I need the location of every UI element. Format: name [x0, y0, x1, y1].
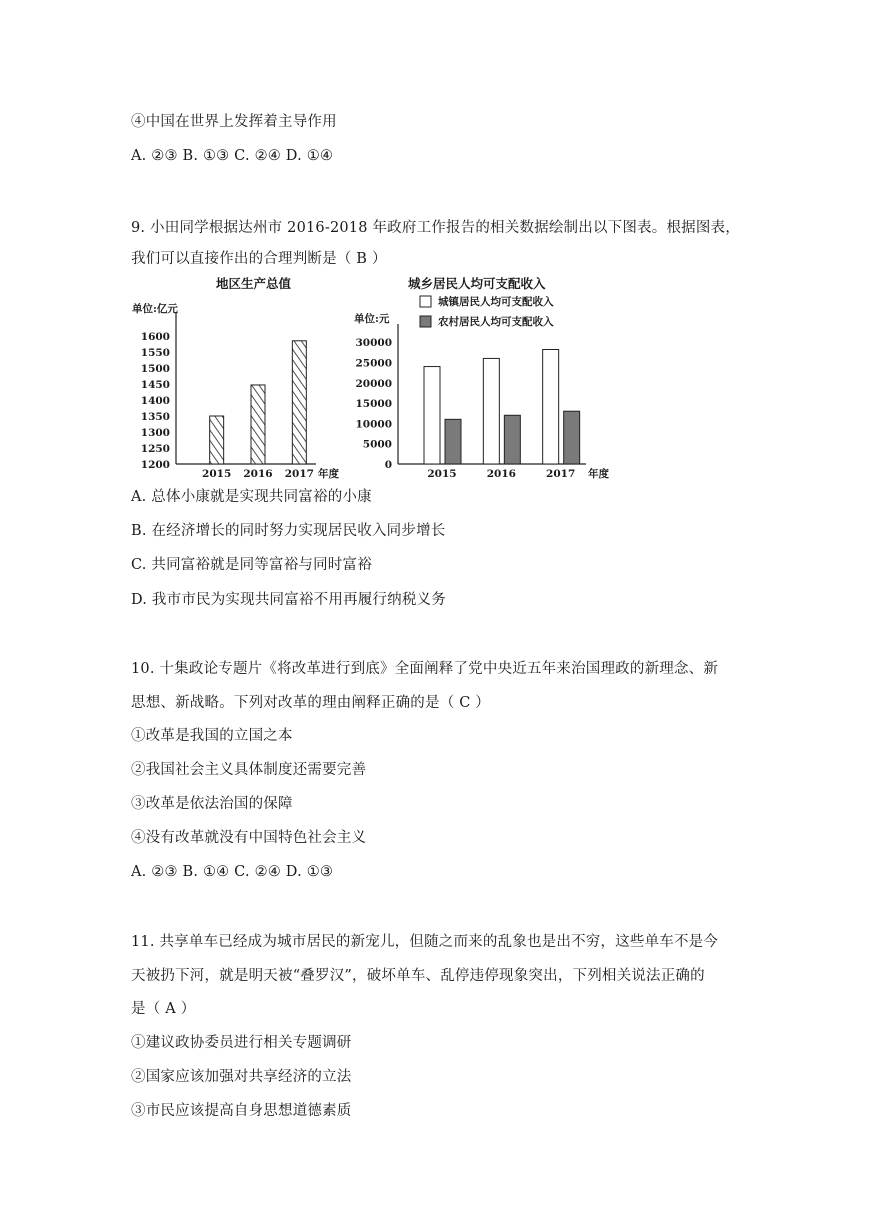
x-axis-label: 年度 — [588, 468, 609, 480]
y-tick-label: 1550 — [140, 347, 170, 359]
y-tick-label: 15000 — [355, 398, 392, 411]
y-tick-label: 1350 — [140, 411, 170, 423]
bar-2017-series-0 — [543, 349, 559, 464]
legend-label: 城镇居民人均可支配收入 — [438, 296, 554, 308]
y-tick-label: 1300 — [140, 427, 170, 439]
y-tick-label: 0 — [384, 459, 392, 471]
chart-title: 城乡居民人均可支配收入 — [408, 276, 546, 291]
y-tick-label: 1450 — [140, 379, 170, 391]
q9-option-b: B. 在经济增长的同时努力实现居民收入同步增长 — [131, 523, 446, 539]
x-tick-label: 2015 — [427, 468, 457, 480]
q9-option-c: C. 共同富裕就是同等富裕与同时富裕 — [131, 557, 372, 573]
y-tick-label: 1200 — [140, 459, 170, 471]
x-tick-label: 2015 — [202, 468, 232, 480]
bar-2015-series-0 — [424, 367, 440, 464]
legend-swatch — [420, 296, 431, 307]
q11-stem-line-3: 是（ A ） — [131, 1001, 196, 1017]
q9-option-a: A. 总体小康就是实现共同富裕的小康 — [131, 489, 372, 505]
q10-option-1: ①改革是我国的立国之本 — [131, 728, 293, 744]
bar-2017-series-1 — [564, 411, 580, 464]
bar-2016 — [251, 385, 265, 464]
bar-2016-series-0 — [483, 358, 499, 464]
income-bar-chart — [350, 272, 620, 484]
q11-stem-line-2: 天被扔下河，就是明天被“叠罗汉”，破坏单车、乱停违停现象突出，下列相关说法正确的 — [131, 968, 705, 984]
y-axis-label: 单位:元 — [354, 313, 390, 325]
q9-stem-line-2: 我们可以直接作出的合理判断是（ B ） — [131, 251, 387, 267]
y-tick-label: 10000 — [355, 418, 392, 431]
bar-2015-series-1 — [445, 419, 461, 464]
chart-title: 地区生产总值 — [216, 276, 292, 291]
y-tick-label: 25000 — [355, 357, 392, 370]
q11-option-3: ③市民应该提高自身思想道德素质 — [131, 1103, 352, 1119]
gdp-bar-chart — [128, 272, 343, 484]
q10-stem-line-2: 思想、新战略。下列对改革的理由阐释正确的是（ C ） — [131, 695, 491, 711]
y-tick-label: 1600 — [140, 331, 170, 343]
y-tick-label: 1250 — [140, 443, 170, 455]
x-tick-label: 2017 — [284, 468, 314, 480]
q10-option-2: ②我国社会主义具体制度还需要完善 — [131, 762, 367, 778]
y-tick-label: 30000 — [355, 337, 392, 350]
bar-2015 — [210, 416, 224, 464]
q8-option-4: ④中国在世界上发挥着主导作用 — [131, 114, 337, 130]
q9-stem-line-1: 9. 小田同学根据达州市 2016-2018 年政府工作报告的相关数据绘制出以下图表。根据图表， — [131, 220, 740, 236]
q10-answer-choices: A. ②③ B. ①④ C. ②④ D. ①③ — [131, 864, 334, 880]
y-tick-label: 1400 — [140, 395, 170, 407]
y-tick-label: 5000 — [362, 438, 392, 451]
q10-option-3: ③改革是依法治国的保障 — [131, 796, 293, 812]
y-tick-label: 20000 — [355, 377, 392, 390]
q11-option-2: ②国家应该加强对共享经济的立法 — [131, 1069, 352, 1085]
q11-option-1: ①建议政协委员进行相关专题调研 — [131, 1035, 352, 1051]
legend-swatch — [420, 316, 431, 327]
legend-label: 农村居民人均可支配收入 — [438, 316, 554, 328]
bar-2017 — [292, 341, 306, 464]
x-tick-label: 2016 — [486, 468, 516, 480]
bar-2016-series-1 — [504, 415, 520, 464]
q9-option-d: D. 我市市民为实现共同富裕不用再履行纳税义务 — [131, 592, 446, 608]
q10-stem-line-1: 10. 十集政论专题片《将改革进行到底》全面阐释了党中央近五年来治国理政的新理念、新 — [131, 661, 719, 677]
x-axis-label: 年度 — [318, 468, 339, 480]
y-tick-label: 1500 — [140, 363, 170, 375]
q10-option-4: ④没有改革就没有中国特色社会主义 — [131, 830, 367, 846]
q11-stem-line-1: 11. 共享单车已经成为城市居民的新宠儿，但随之而来的乱象也是出不穷，这些单车不是今 — [131, 934, 719, 950]
x-tick-label: 2016 — [243, 468, 273, 480]
y-axis-label: 单位:亿元 — [132, 303, 178, 315]
q8-answer-choices: A. ②③ B. ①③ C. ②④ D. ①④ — [131, 148, 334, 164]
x-tick-label: 2017 — [546, 468, 576, 480]
